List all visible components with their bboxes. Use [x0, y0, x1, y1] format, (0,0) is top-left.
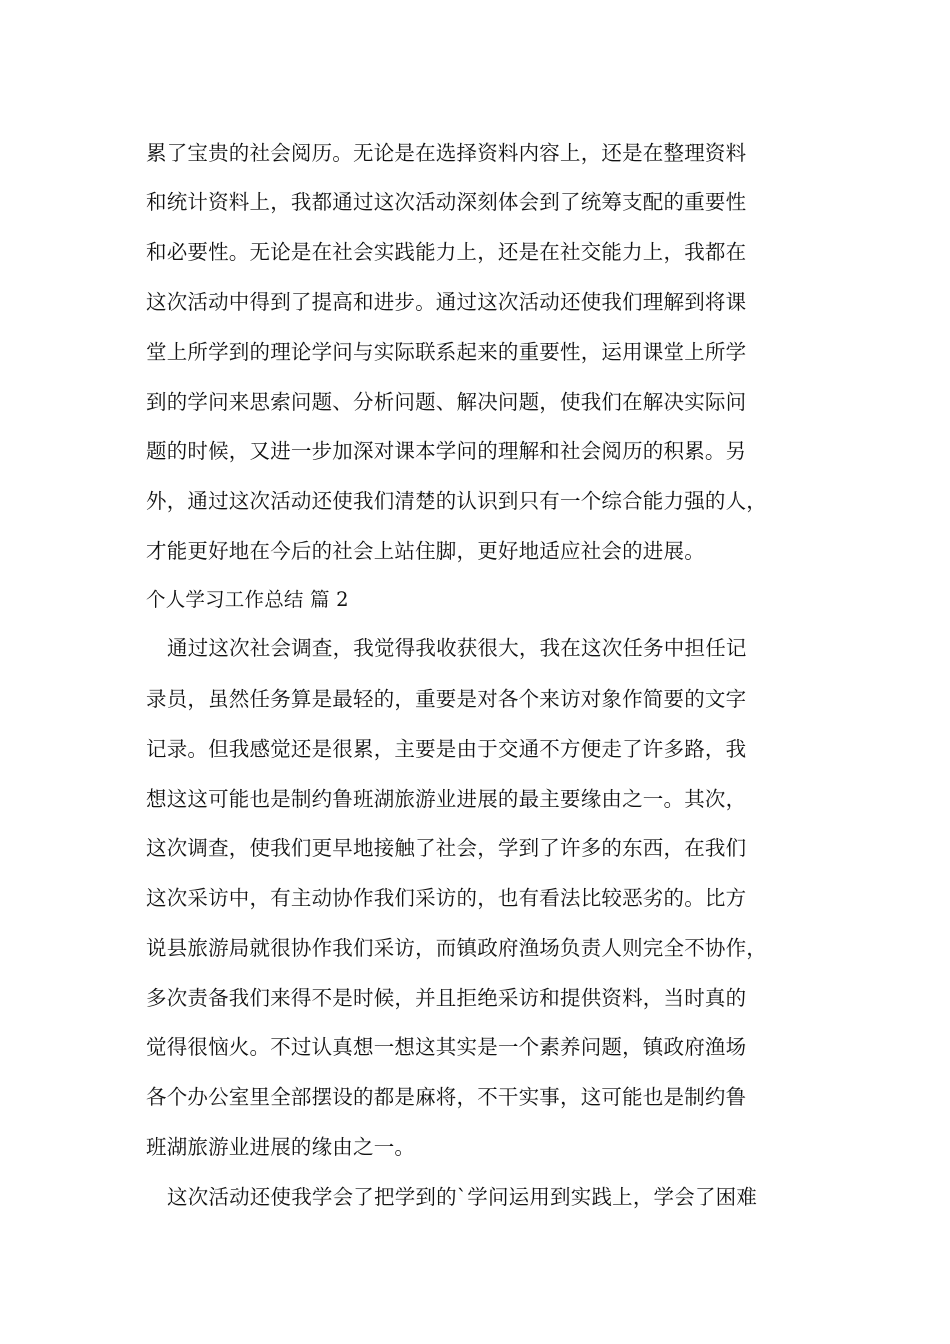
- para2-line-11: 班湖旅游业进展的缘由之一。: [146, 1135, 416, 1159]
- para1-line-5: 堂上所学到的理论学问与实际联系起来的重要性，运用课堂上所学: [146, 340, 747, 364]
- para1-line-7: 题的时候，又进一步加深对课本学问的理解和社会阅历的积累。另: [146, 439, 747, 463]
- para1-line-6: 到的学问来思索问题、分析问题、解决问题，使我们在解决实际问: [146, 390, 747, 414]
- para2-line-4: 想这这可能也是制约鲁班湖旅游业进展的最主要缘由之一。其次，: [146, 787, 747, 811]
- para1-line-2: 和统计资料上，我都通过这次活动深刻体会到了统筹支配的重要性: [146, 190, 747, 214]
- para2-line-7: 说县旅游局就很协作我们采访，而镇政府渔场负责人则完全不协作，: [146, 936, 767, 960]
- para2-line-3: 记录。但我感觉还是很累，主要是由于交通不方便走了许多路，我: [146, 737, 747, 761]
- para1-line-4: 这次活动中得到了提高和进步。通过这次活动还使我们理解到将课: [146, 290, 747, 314]
- para1-line-9: 才能更好地在今后的社会上站住脚，更好地适应社会的进展。: [146, 539, 705, 563]
- para3-line-1: 这次活动还使我学会了把学到的`学问运用到实践上，学会了困难: [167, 1185, 758, 1209]
- para1-line-3: 和必要性。无论是在社会实践能力上，还是在社交能力上，我都在: [146, 240, 747, 264]
- para1-line-8: 外，通过这次活动还使我们清楚的认识到只有一个综合能力强的人，: [146, 489, 767, 513]
- para2-line-5: 这次调查，使我们更早地接触了社会，学到了许多的东西，在我们: [146, 836, 747, 860]
- para2-line-1: 通过这次社会调查，我觉得我收获很大，我在这次任务中担任记: [167, 636, 747, 660]
- para2-line-9: 觉得很恼火。不过认真想一想这其实是一个素养问题，镇政府渔场: [146, 1035, 747, 1059]
- para2-line-10: 各个办公室里全部摆设的都是麻将，不干实事，这可能也是制约鲁: [146, 1085, 747, 1109]
- para2-line-2: 录员，虽然任务算是最轻的，重要是对各个来访对象作简要的文字: [146, 687, 747, 711]
- para2-line-8: 多次责备我们来得不是时候，并且拒绝采访和提供资料，当时真的: [146, 986, 747, 1010]
- para2-line-6: 这次采访中，有主动协作我们采访的，也有看法比较恶劣的。比方: [146, 886, 747, 910]
- section-heading: 个人学习工作总结 篇 2: [146, 588, 349, 611]
- para1-line-1: 累了宝贵的社会阅历。无论是在选择资料内容上，还是在整理资料: [146, 141, 747, 165]
